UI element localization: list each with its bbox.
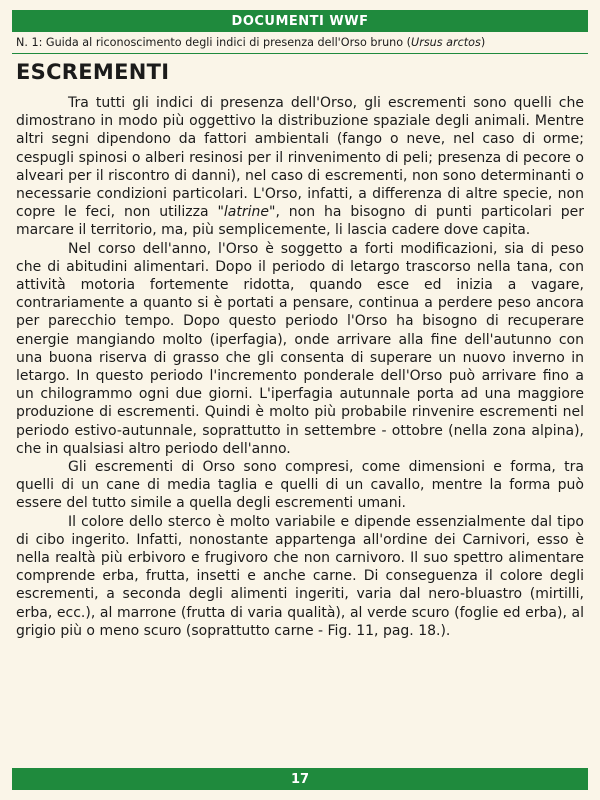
species-latin-name: Ursus arctos bbox=[411, 36, 481, 49]
body-paragraph-1 bbox=[16, 94, 584, 240]
article-body bbox=[16, 94, 584, 640]
article-title: ESCREMENTI bbox=[16, 60, 170, 84]
page-number: 17 bbox=[290, 771, 310, 787]
series-subtitle bbox=[16, 36, 588, 50]
series-subtitle-close: ) bbox=[480, 36, 486, 49]
body-paragraph-4: Il colore dello sterco è molto variabile e dipende essenzialmente dal tipo di cibo ingerito. Infatti, nonostante appartenga all'ordine dei Carnivori, esso è nella realtà più erbivoro e frugivoro che non carnivoro. Il suo spettro alimentare comprende erba, frutta, insetti e anche carne. Di conseguenza il colore degli escrementi, a seconda degli alimenti ingeriti, varia dal nero-bluastro (mirtilli, erba, ecc.), al marrone (frutta di varia qualità), al verde scuro (foglie ed erba), al grigio più o meno scuro (soprattutto carne - Fig. 11, pag. 18.). bbox=[16, 513, 584, 639]
latrine-term: latrine bbox=[223, 204, 269, 221]
footer-band bbox=[12, 768, 588, 790]
paragraph-1-text-end: ", non ha bisogno di punti particolari per marcare il territorio, ma, più semplicemente, li lascia cadere dove capita. bbox=[16, 204, 584, 239]
header-divider bbox=[12, 53, 588, 54]
paragraph-1-text-start: Tra tutti gli indici di presenza dell'Orso, gli escrementi sono quelli che dimostrano in modo più oggettivo la distribuzione spaziale degli animali. Mentre altri segni dipendono da fattori ambientali (fango o neve, nel caso di orme; cespugli spinosi o alberi resinosi per il rinvenimento di peli; presenza di pecore o alveari per il riscontro di danni), nel caso di escrementi, non sono determinanti o necessarie condizioni particolari. L'Orso, infatti, a differenza di altre specie, non copre le feci, non utilizza " bbox=[16, 95, 584, 221]
header-band-title: DOCUMENTI WWF bbox=[231, 13, 369, 29]
series-subtitle-text: N. 1: Guida al riconoscimento degli indici di presenza dell'Orso bruno ( bbox=[16, 36, 412, 49]
body-paragraph-2: Nel corso dell'anno, l'Orso è soggetto a forti modificazioni, sia di peso che di abitudini alimentari. Dopo il periodo di letargo trascorso nella tana, con attività motoria fortemente ridotta, quando esce ed inizia a vagare, contrariamente a quanto si è portati a pensare, continua a perdere peso ancora per parecchio tempo. Dopo questo periodo l'Orso ha bisogno di recuperare energie mangiando molto (iperfagia), onde arrivare alla fine dell'autunno con una buona riserva di grasso che gli consenta di superare un nuovo inverno in letargo. In questo periodo l'incremento ponderale dell'Orso può arrivare fino a un chilogrammo ogni due giorni. L'iperfagia autunnale porta ad una maggiore produzione di escrementi. Quindi è molto più probabile rinvenire escrementi nel periodo estivo-autunnale, soprattutto in settembre - ottobre (nella zona alpina), che in qualsiasi altro periodo dell'anno. bbox=[16, 240, 584, 457]
body-paragraph-3: Gli escrementi di Orso sono compresi, come dimensioni e forma, tra quelli di un cane di media taglia e quelli di un cavallo, mentre la forma può essere del tutto simile a quella degli escrementi umani. bbox=[16, 459, 584, 512]
header-band bbox=[12, 10, 588, 32]
